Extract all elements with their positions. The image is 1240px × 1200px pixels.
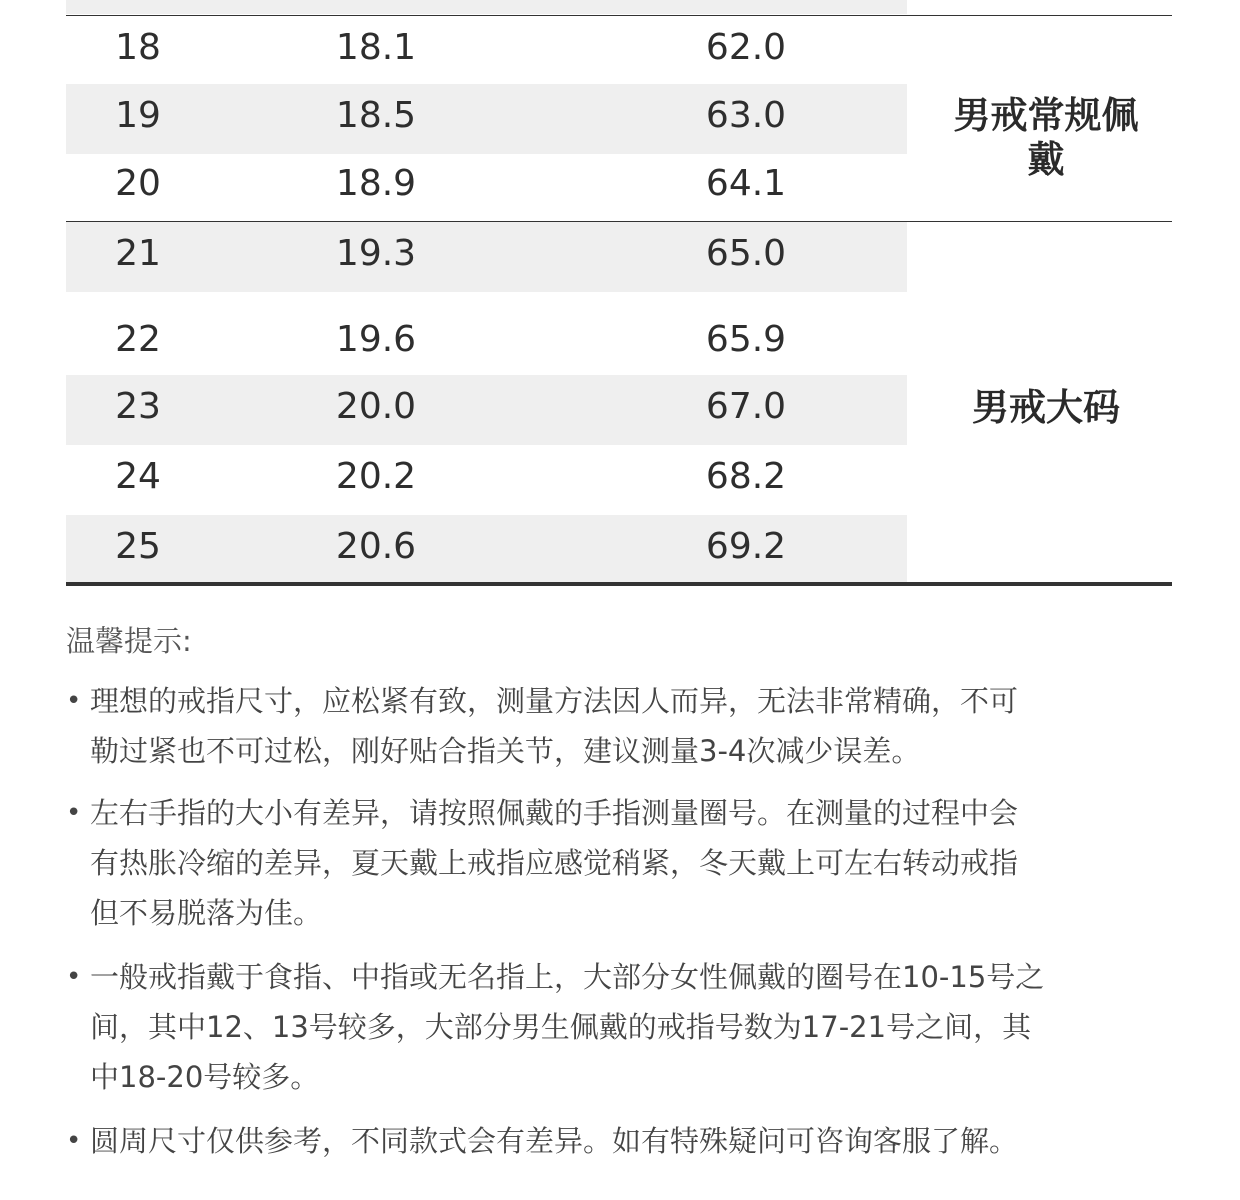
tip-line: 圆周尺寸仅供参考，不同款式会有差异。如有特殊疑问可咨询客服了解。 [90, 1124, 1019, 1158]
group-label-regular-line2: 戴 [1027, 138, 1065, 181]
table-row [66, 84, 907, 154]
table-row [66, 152, 907, 222]
circumference-cell: 69.2 [705, 526, 787, 567]
tip-line: 一般戒指戴于食指、中指或无名指上，大部分女性佩戴的圈号在10-15号之 [90, 960, 1045, 994]
table-row [66, 445, 907, 515]
bullet-icon: • [66, 798, 82, 828]
bullet-icon: • [66, 686, 82, 716]
size-cell: 21 [115, 233, 161, 274]
ring-size-table [66, 0, 1174, 590]
tips-section [66, 618, 1176, 1166]
group-label-regular-line1: 男戒常规佩 [953, 94, 1139, 137]
tip-item [66, 952, 1176, 1102]
table-bottom-border [66, 582, 1172, 586]
diameter-cell: 20.2 [335, 456, 417, 497]
table-row [66, 375, 907, 445]
table-row [66, 308, 907, 378]
tip-line: 间，其中12、13号较多，大部分男生佩戴的戒指号数为17-21号之间，其 [90, 1010, 1032, 1044]
tip-line: 勒过紧也不可过松，刚好贴合指关节，建议测量3-4次减少误差。 [90, 734, 921, 768]
group-label-large: 男戒大码 [972, 386, 1120, 429]
tip-item [66, 676, 1176, 776]
size-cell: 23 [115, 386, 161, 427]
table-row [66, 16, 907, 86]
tip-line: 左右手指的大小有差异，请按照佩戴的手指测量圈号。在测量的过程中会 [90, 796, 1019, 830]
circumference-cell: 68.2 [705, 456, 787, 497]
circumference-cell: 62.0 [705, 27, 787, 68]
table-row [66, 515, 907, 585]
diameter-cell: 18.1 [335, 27, 417, 68]
tip-item [66, 788, 1176, 938]
circumference-cell: 65.9 [705, 319, 787, 360]
bullet-icon: • [66, 1126, 82, 1156]
tip-line: 理想的戒指尺寸，应松紧有致，测量方法因人而异，无法非常精确，不可 [90, 684, 1019, 718]
diameter-cell: 20.0 [335, 386, 417, 427]
tip-line: 中18-20号较多。 [90, 1060, 320, 1094]
size-cell: 25 [115, 526, 161, 567]
tips-title: 温馨提示: [66, 624, 192, 658]
size-cell: 18 [115, 27, 161, 68]
size-cell: 20 [115, 163, 161, 204]
diameter-cell: 20.6 [335, 526, 417, 567]
circumference-cell: 67.0 [705, 386, 787, 427]
diameter-cell: 18.9 [335, 163, 417, 204]
circumference-cell: 64.1 [705, 163, 787, 204]
diameter-cell: 19.3 [335, 233, 417, 274]
circumference-cell: 63.0 [705, 95, 787, 136]
size-cell: 22 [115, 319, 161, 360]
bullet-icon: • [66, 962, 82, 992]
size-cell: 24 [115, 456, 161, 497]
tip-line: 有热胀冷缩的差异，夏天戴上戒指应感觉稍紧，冬天戴上可左右转动戒指 [90, 846, 1019, 880]
group-label-regular [936, 94, 1156, 182]
diameter-cell: 19.6 [335, 319, 417, 360]
diameter-cell: 18.5 [335, 95, 417, 136]
size-cell: 19 [115, 95, 161, 136]
circumference-cell: 65.0 [705, 233, 787, 274]
tip-line: 但不易脱落为佳。 [90, 896, 323, 930]
previous-row-shading [66, 0, 907, 14]
tip-item [66, 1116, 1176, 1166]
table-row [66, 222, 907, 292]
